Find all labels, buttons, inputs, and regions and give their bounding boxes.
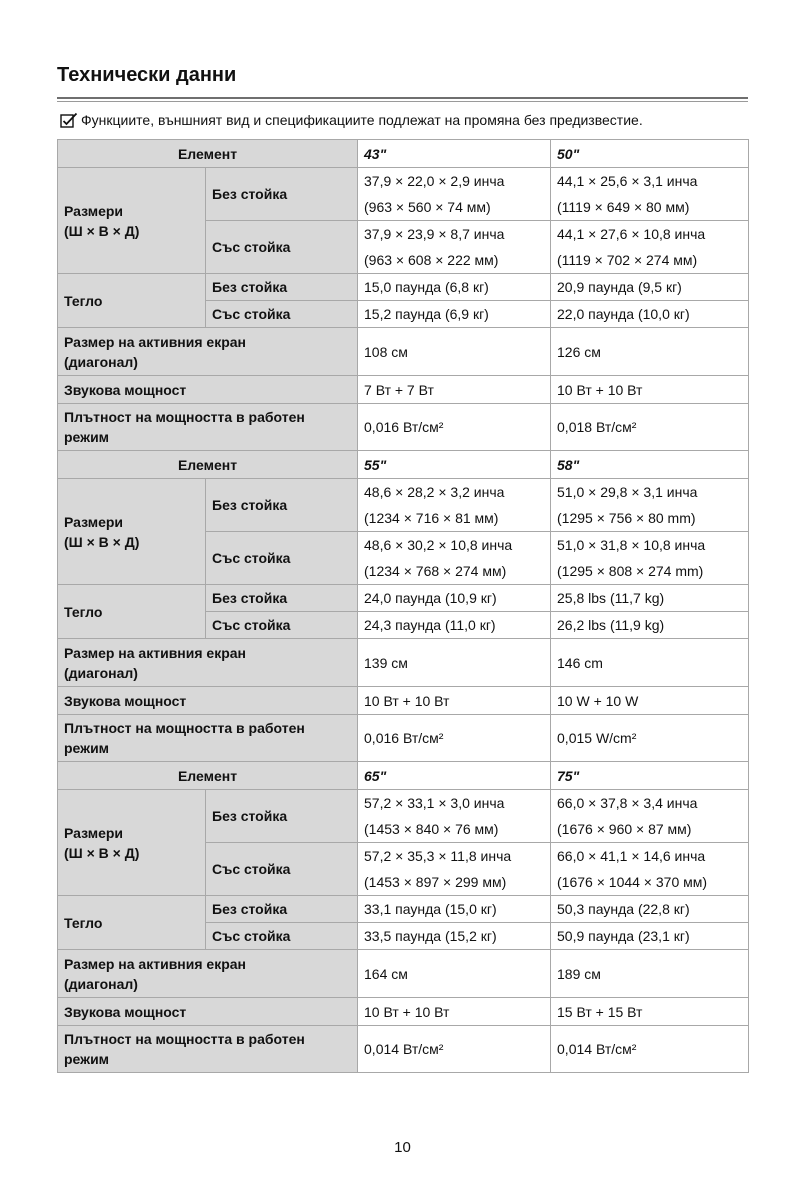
dimensions-without-stand-value-mm: (1676 × 960 × 87 мм) [557, 821, 692, 837]
weight-without-stand-value: 24,0 паунда (10,9 кг) [358, 585, 551, 612]
sound-power-value: 7 Вт + 7 Вт [358, 376, 551, 404]
dimensions-with-stand-value-inches: 48,6 × 30,2 × 10,8 инча [364, 537, 513, 553]
page-number: 10 [394, 1139, 411, 1156]
dimensions-without-stand-value-inches: 66,0 × 37,8 × 3,4 инча [557, 795, 698, 811]
disclaimer-text: Функциите, външният вид и спецификациите подлежат на промяна без предизвестие. [81, 112, 643, 128]
dimensions-with-stand-value-mm: (1295 × 808 × 274 mm) [557, 563, 704, 579]
screen-size-label-line1: Размер на активния екран [64, 644, 247, 661]
screen-size-value: 108 см [358, 328, 551, 376]
title-rule-thin [57, 101, 748, 102]
element-header: Елемент [58, 762, 358, 790]
power-density-label-line2: режим [64, 429, 110, 445]
screen-size-label-line2: (диагонал) [64, 975, 138, 992]
weight-with-stand-value: 24,3 паунда (11,0 кг) [358, 612, 551, 639]
weight-label: Тегло [58, 896, 206, 950]
screen-size-label-line1: Размер на активния екран [64, 955, 247, 972]
sound-power-label: Звукова мощност [58, 376, 358, 404]
dimensions-without-stand-value-inches: 37,9 × 22,0 × 2,9 инча [364, 173, 505, 189]
dimensions-without-stand-value [358, 790, 551, 843]
power-density-label-line2: режим [64, 740, 110, 756]
dimensions-without-stand-value-mm: (1453 × 840 × 76 мм) [364, 821, 499, 837]
sound-power-row [58, 998, 749, 1026]
disclaimer-note [60, 112, 643, 131]
without-stand-label: Без стойка [206, 479, 358, 532]
screen-size-value: 139 см [358, 639, 551, 687]
element-header: Елемент [58, 140, 358, 168]
dimensions-with-stand-value-inches: 57,2 × 35,3 × 11,8 инча [364, 848, 512, 864]
model-name: 50" [551, 140, 749, 168]
power-density-label [58, 1026, 358, 1073]
without-stand-label: Без стойка [206, 274, 358, 301]
sound-power-label: Звукова мощност [58, 687, 358, 715]
dimensions-with-stand-value-inches: 37,9 × 23,9 × 8,7 инча [364, 226, 505, 242]
dimensions-label-line2: (Ш × В × Д) [64, 533, 140, 550]
dimensions-without-stand-row [58, 479, 749, 532]
element-header: Елемент [58, 451, 358, 479]
dimensions-without-stand-value [551, 168, 749, 221]
weight-without-stand-row [58, 896, 749, 923]
dimensions-with-stand-value-inches: 51,0 × 31,8 × 10,8 инча [557, 537, 706, 553]
sound-power-value: 10 Вт + 10 Вт [358, 687, 551, 715]
dimensions-with-stand-value-mm: (1234 × 768 × 274 мм) [364, 563, 507, 579]
dimensions-label-line1: Размери [64, 202, 124, 219]
screen-size-label-line2: (диагонал) [64, 353, 138, 370]
dimensions-without-stand-value [551, 790, 749, 843]
power-density-value: 0,014 Вт/см² [358, 1026, 551, 1073]
sound-power-value: 15 Вт + 15 Вт [551, 998, 749, 1026]
power-density-row [58, 1026, 749, 1073]
weight-without-stand-row [58, 585, 749, 612]
weight-label: Тегло [58, 585, 206, 639]
screen-size-label [58, 950, 358, 998]
sound-power-value: 10 Вт + 10 Вт [358, 998, 551, 1026]
power-density-value: 0,016 Вт/см² [358, 404, 551, 451]
screen-size-value: 126 см [551, 328, 749, 376]
with-stand-label: Със стойка [206, 221, 358, 274]
specifications-table-body [58, 140, 749, 1073]
dimensions-without-stand-row [58, 790, 749, 843]
dimensions-with-stand-value [358, 532, 551, 585]
without-stand-label: Без стойка [206, 168, 358, 221]
dimensions-with-stand-value-mm: (1119 × 702 × 274 мм) [557, 252, 698, 268]
weight-without-stand-value: 33,1 паунда (15,0 кг) [358, 896, 551, 923]
dimensions-without-stand-value-inches: 57,2 × 33,1 × 3,0 инча [364, 795, 505, 811]
sound-power-label: Звукова мощност [58, 998, 358, 1026]
dimensions-with-stand-value [551, 221, 749, 274]
page-title: Технически данни [57, 64, 237, 86]
screen-size-value: 164 см [358, 950, 551, 998]
dimensions-without-stand-value-mm: (1119 × 649 × 80 мм) [557, 199, 690, 215]
screen-size-row [58, 328, 749, 376]
screen-size-label [58, 328, 358, 376]
dimensions-with-stand-value-mm: (963 × 608 × 222 мм) [364, 252, 499, 268]
dimensions-without-stand-value-mm: (1234 × 716 × 81 мм) [364, 510, 499, 526]
dimensions-label-line1: Размери [64, 824, 124, 841]
dimensions-with-stand-value [358, 221, 551, 274]
weight-with-stand-value: 15,2 паунда (6,9 кг) [358, 301, 551, 328]
dimensions-without-stand-value-inches: 48,6 × 28,2 × 3,2 инча [364, 484, 505, 500]
with-stand-label: Със стойка [206, 301, 358, 328]
model-name: 65" [358, 762, 551, 790]
screen-size-value: 189 см [551, 950, 749, 998]
dimensions-without-stand-value-mm: (963 × 560 × 74 мм) [364, 199, 491, 215]
model-name: 43" [358, 140, 551, 168]
power-density-value: 0,015 W/cm² [551, 715, 749, 762]
title-rule [57, 97, 748, 99]
dimensions-with-stand-value-inches: 66,0 × 41,1 × 14,6 инча [557, 848, 706, 864]
without-stand-label: Без стойка [206, 896, 358, 923]
model-header-row [58, 140, 749, 168]
model-name: 75" [551, 762, 749, 790]
sound-power-row [58, 376, 749, 404]
power-density-row [58, 404, 749, 451]
screen-size-label-line1: Размер на активния екран [64, 333, 247, 350]
power-density-label-line2: режим [64, 1051, 110, 1067]
dimensions-label [58, 790, 206, 896]
power-density-value: 0,014 Вт/см² [551, 1026, 749, 1073]
weight-without-stand-row [58, 274, 749, 301]
power-density-row [58, 715, 749, 762]
screen-size-label [58, 639, 358, 687]
dimensions-label-line2: (Ш × В × Д) [64, 844, 140, 861]
weight-with-stand-value: 26,2 lbs (11,9 kg) [551, 612, 749, 639]
with-stand-label: Със стойка [206, 923, 358, 950]
dimensions-without-stand-value-inches: 44,1 × 25,6 × 3,1 инча [557, 173, 698, 189]
dimensions-with-stand-value-mm: (1676 × 1044 × 370 мм) [557, 874, 708, 890]
screen-size-label-line2: (диагонал) [64, 664, 138, 681]
model-name: 55" [358, 451, 551, 479]
dimensions-with-stand-value [551, 843, 749, 896]
weight-with-stand-value: 33,5 паунда (15,2 кг) [358, 923, 551, 950]
model-name: 58" [551, 451, 749, 479]
dimensions-with-stand-value [551, 532, 749, 585]
dimensions-label-line1: Размери [64, 513, 124, 530]
screen-size-value: 146 cm [551, 639, 749, 687]
dimensions-without-stand-value-mm: (1295 × 756 × 80 mm) [557, 510, 696, 526]
dimensions-label [58, 168, 206, 274]
power-density-label-line1: Плътност на мощността в работен [64, 720, 305, 736]
dimensions-with-stand-value-mm: (1453 × 897 × 299 мм) [364, 874, 507, 890]
dimensions-with-stand-value [358, 843, 551, 896]
specifications-table [57, 139, 749, 1073]
power-density-value: 0,016 Вт/см² [358, 715, 551, 762]
power-density-label-line1: Плътност на мощността в работен [64, 409, 305, 425]
dimensions-without-stand-value [551, 479, 749, 532]
model-header-row [58, 762, 749, 790]
weight-with-stand-value: 50,9 паунда (23,1 кг) [551, 923, 749, 950]
weight-without-stand-value: 15,0 паунда (6,8 кг) [358, 274, 551, 301]
weight-without-stand-value: 25,8 lbs (11,7 kg) [551, 585, 749, 612]
dimensions-label-line2: (Ш × В × Д) [64, 222, 140, 239]
dimensions-label [58, 479, 206, 585]
dimensions-without-stand-row [58, 168, 749, 221]
weight-label: Тегло [58, 274, 206, 328]
sound-power-row [58, 687, 749, 715]
checkbox-pencil-icon [60, 112, 78, 131]
dimensions-without-stand-value [358, 168, 551, 221]
model-header-row [58, 451, 749, 479]
weight-without-stand-value: 50,3 паунда (22,8 кг) [551, 896, 749, 923]
weight-with-stand-value: 22,0 паунда (10,0 кг) [551, 301, 749, 328]
weight-without-stand-value: 20,9 паунда (9,5 кг) [551, 274, 749, 301]
sound-power-value: 10 W + 10 W [551, 687, 749, 715]
screen-size-row [58, 950, 749, 998]
screen-size-row [58, 639, 749, 687]
without-stand-label: Без стойка [206, 585, 358, 612]
without-stand-label: Без стойка [206, 790, 358, 843]
power-density-label [58, 715, 358, 762]
dimensions-with-stand-value-inches: 44,1 × 27,6 × 10,8 инча [557, 226, 706, 242]
with-stand-label: Със стойка [206, 843, 358, 896]
dimensions-without-stand-value [358, 479, 551, 532]
power-density-label-line1: Плътност на мощността в работен [64, 1031, 305, 1047]
power-density-value: 0,018 Вт/см² [551, 404, 749, 451]
sound-power-value: 10 Вт + 10 Вт [551, 376, 749, 404]
with-stand-label: Със стойка [206, 612, 358, 639]
dimensions-without-stand-value-inches: 51,0 × 29,8 × 3,1 инча [557, 484, 698, 500]
with-stand-label: Със стойка [206, 532, 358, 585]
power-density-label [58, 404, 358, 451]
